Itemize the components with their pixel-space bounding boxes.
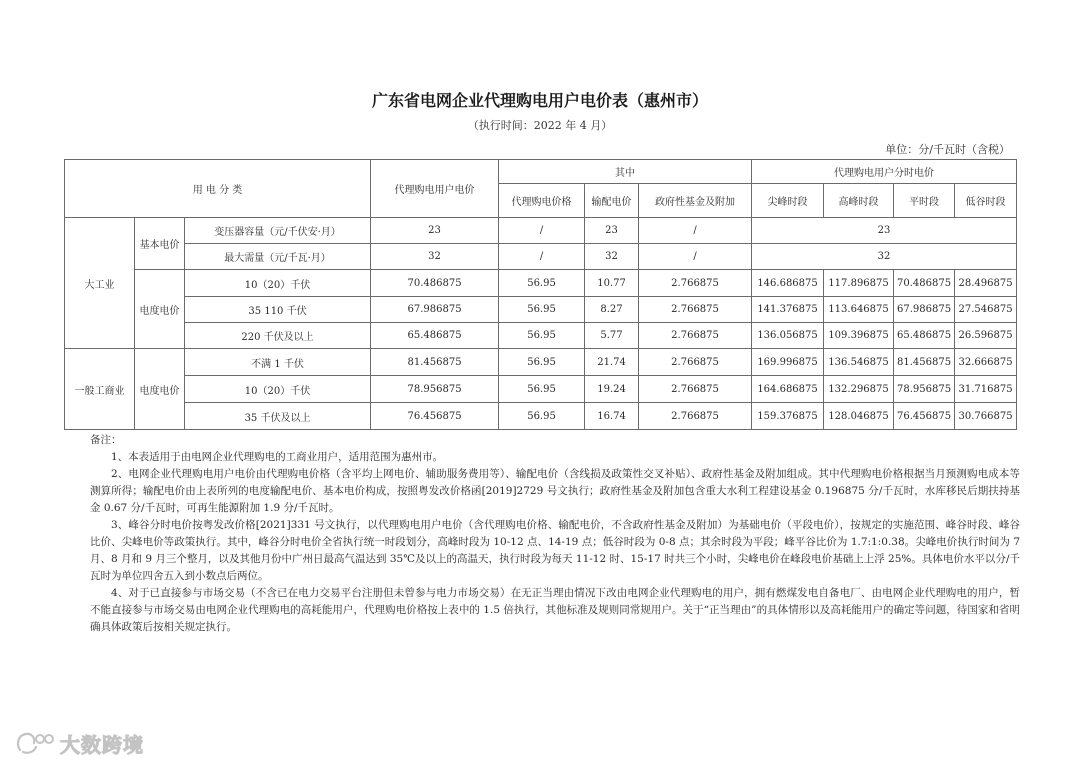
- cell-peak-sharp: 159.376875: [752, 403, 824, 430]
- table-row: [65, 218, 1017, 244]
- cell-valley: 32.666875: [955, 349, 1017, 376]
- cell-peak: 132.296875: [824, 376, 894, 403]
- page-title: 广东省电网企业代理购电用户电价表（惠州市）: [371, 91, 708, 110]
- row-item: 10（20）千伏: [185, 376, 371, 403]
- cell-peak-sharp: 136.056875: [752, 323, 824, 349]
- cell-transmission: 23: [585, 218, 639, 244]
- table-row: [65, 297, 1017, 323]
- cell-valley: 27.546875: [955, 297, 1017, 323]
- cell-price: 78.956875: [371, 376, 499, 403]
- cell-peak: 128.046875: [824, 403, 894, 430]
- cell-valley: 30.766875: [955, 403, 1017, 430]
- watermark: [14, 726, 144, 760]
- unit-label: 单位：分/千瓦时（含税）: [885, 143, 1010, 156]
- header-transmission: 输配电价: [585, 184, 639, 218]
- cell-transmission: 32: [585, 244, 639, 270]
- cell-peak-sharp: 164.686875: [752, 376, 824, 403]
- cell-tou: 23: [752, 218, 1017, 244]
- cell-fund: 2.766875: [639, 403, 752, 430]
- note-item: 3、峰谷分时电价按粤发改价格[2021]331 号文执行，以代理购电用户电价（含代理购电价格、输配电价，不含政府性基金及附加）为基础电价（平段电价），按规定的实施范围、峰谷时段、峰谷比价、尖峰电价等政策执行。其中，峰谷分时电价全省执行统一时段划分，高峰时段为 10-12 点、14-19 点；低谷时段为 0-8 点；其余时段为平段；峰平谷比价为 1.7:1:0.38。尖峰电价执行时间为 7 月、8 月和 9 月三个整月，以及其他月份中广州日最高气温达到 35℃及以上的高温天，执行时段为每天 11-12 时、15-17 时共三个小时，尖峰电价在峰段电价基础上上浮 25%。具体电价水平以分/千瓦时为单位四舍五入到小数点后两位。: [90, 519, 1020, 582]
- row-item: 10（20）千伏: [185, 270, 371, 297]
- cell-flat: 76.456875: [894, 403, 955, 430]
- cell-purchase: 56.95: [499, 349, 585, 376]
- cell-fund: 2.766875: [639, 349, 752, 376]
- cell-peak-sharp: 169.996875: [752, 349, 824, 376]
- row-item: 220 千伏及以上: [185, 323, 371, 349]
- header-valley: 低谷时段: [955, 184, 1017, 218]
- row-item: 变压器容量（元/千伏安·月）: [185, 218, 371, 244]
- cell-peak: 136.546875: [824, 349, 894, 376]
- cell-transmission: 16.74: [585, 403, 639, 430]
- cell-transmission: 10.77: [585, 270, 639, 297]
- cell-flat: 65.486875: [894, 323, 955, 349]
- cell-peak: 109.396875: [824, 323, 894, 349]
- cell-peak: 113.646875: [824, 297, 894, 323]
- table-row: [65, 349, 1017, 376]
- cell-flat: 78.956875: [894, 376, 955, 403]
- cell-price: 76.456875: [371, 403, 499, 430]
- category-large-industry: 大工业: [65, 218, 135, 349]
- cell-fund: 2.766875: [639, 297, 752, 323]
- table-row: [65, 403, 1017, 430]
- cell-fund: 2.766875: [639, 323, 752, 349]
- cell-peak: 117.896875: [824, 270, 894, 297]
- header-of-which: 其中: [499, 160, 752, 184]
- table-row: [65, 244, 1017, 270]
- cell-peak-sharp: 146.686875: [752, 270, 824, 297]
- cell-purchase: /: [499, 244, 585, 270]
- cell-price: 23: [371, 218, 499, 244]
- header-peak: 高峰时段: [824, 184, 894, 218]
- cell-fund: /: [639, 244, 752, 270]
- header-category: 用 电 分 类: [65, 160, 371, 218]
- cell-flat: 81.456875: [894, 349, 955, 376]
- cell-fund: 2.766875: [639, 270, 752, 297]
- header-flat: 平时段: [894, 184, 955, 218]
- header-tou: 代理购电用户分时电价: [752, 160, 1017, 184]
- table-row: [65, 376, 1017, 403]
- cell-purchase: 56.95: [499, 270, 585, 297]
- cell-price: 32: [371, 244, 499, 270]
- cell-peak-sharp: 141.376875: [752, 297, 824, 323]
- notes-heading: 备注：: [90, 434, 122, 446]
- row-item: 最大需量（元/千瓦·月）: [185, 244, 371, 270]
- subcategory-basic: 基本电价: [135, 218, 185, 270]
- category-general: 一般工商业: [65, 349, 135, 430]
- subcategory-energy: 电度电价: [135, 349, 185, 430]
- cell-transmission: 8.27: [585, 297, 639, 323]
- cell-flat: 70.486875: [894, 270, 955, 297]
- cell-purchase: 56.95: [499, 376, 585, 403]
- note-item: 2、电网企业代理购电用户电价由代理购电价格（含平均上网电价、辅助服务费用等）、输配电价（含线损及政策性交叉补贴）、政府性基金及附加组成。其中代理购电价格根据当月预测购电成本等测算所得；输配电价由上表所列的电度输配电价、基本电价构成，按照粤发改价格函[2019]2729 号文执行；政府性基金及附加包含重大水利工程建设基金 0.196875 分/千瓦时，水库移民后期扶持基金 0.67 分/千瓦时，可再生能源附加 1.9 分/千瓦时。: [90, 468, 1020, 514]
- cell-flat: 67.986875: [894, 297, 955, 323]
- watermark-text: 大数跨境: [60, 732, 144, 757]
- header-fund: 政府性基金及附加: [639, 184, 752, 218]
- cell-transmission: 5.77: [585, 323, 639, 349]
- row-item: 35 110 千伏: [185, 297, 371, 323]
- cell-transmission: 19.24: [585, 376, 639, 403]
- cell-transmission: 21.74: [585, 349, 639, 376]
- cell-purchase: 56.95: [499, 323, 585, 349]
- cell-price: 81.456875: [371, 349, 499, 376]
- cell-valley: 31.716875: [955, 376, 1017, 403]
- subcategory-energy: 电度电价: [135, 270, 185, 349]
- table-row: [65, 323, 1017, 349]
- cell-tou: 32: [752, 244, 1017, 270]
- note-item: 1、本表适用于由电网企业代理购电的工商业用户，适用范围为惠州市。: [111, 451, 444, 463]
- cell-price: 70.486875: [371, 270, 499, 297]
- notes: [90, 432, 1020, 636]
- table-row: [65, 270, 1017, 297]
- cell-price: 65.486875: [371, 323, 499, 349]
- cell-purchase: 56.95: [499, 403, 585, 430]
- cell-fund: /: [639, 218, 752, 244]
- cell-price: 67.986875: [371, 297, 499, 323]
- cell-fund: 2.766875: [639, 376, 752, 403]
- page-subtitle: （执行时间：2022 年 4 月）: [467, 119, 613, 132]
- cell-valley: 26.596875: [955, 323, 1017, 349]
- row-item: 35 千伏及以上: [185, 403, 371, 430]
- watermark-logo-icon: [14, 730, 56, 756]
- cell-purchase: /: [499, 218, 585, 244]
- cell-purchase: 56.95: [499, 297, 585, 323]
- header-peak-sharp: 尖峰时段: [752, 184, 824, 218]
- header-price: 代理购电用户电价: [371, 160, 499, 218]
- row-item: 不满 1 千伏: [185, 349, 371, 376]
- cell-valley: 28.496875: [955, 270, 1017, 297]
- note-item: 4、对于已直接参与市场交易（不含已在电力交易平台注册但未曾参与电力市场交易）在无正当理由情况下改由电网企业代理购电的用户，拥有燃煤发电自备电厂、由电网企业代理购电的用户，暂不能直接参与市场交易由电网企业代理购电的高耗能用户，代理购电价格按上表中的 1.5 倍执行，其他标准及规则同常规用户。关于“正当理由”的具体情形以及高耗能用户的确定等问题，待国家和省明确具体政策后按相关规定执行。: [90, 587, 1020, 633]
- header-purchase: 代理购电价格: [499, 184, 585, 218]
- price-table: [64, 159, 1017, 430]
